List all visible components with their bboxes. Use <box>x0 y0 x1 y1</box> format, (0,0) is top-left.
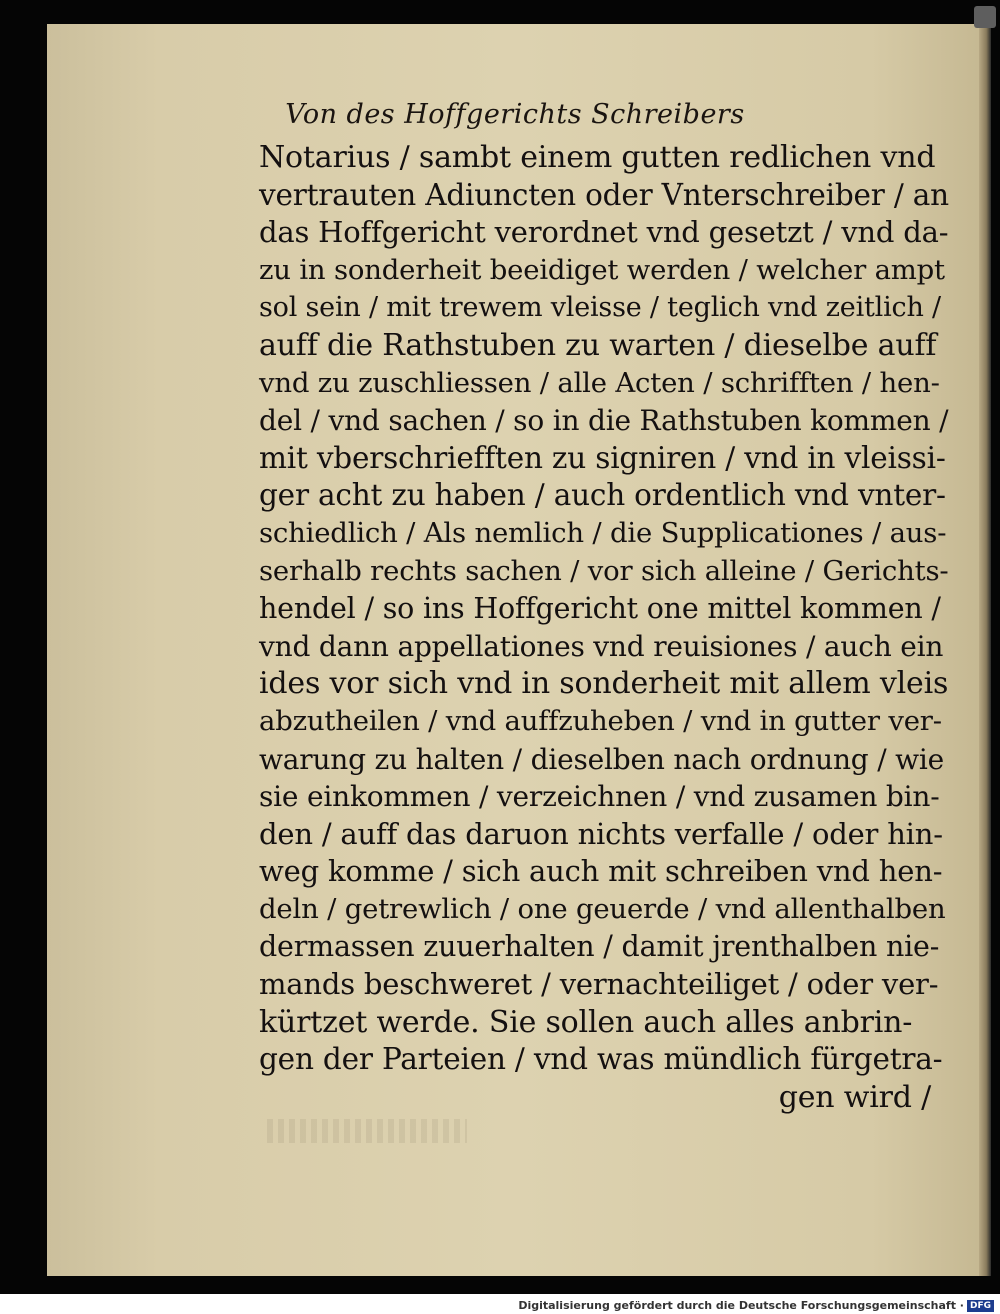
dfg-logo-icon: DFG <box>967 1300 994 1312</box>
text-line: kürtzet werde. Sie sollen auch alles anbrin- <box>259 1004 913 1040</box>
text-line: sie einkommen / verzeichnen / vnd zusamen bin- <box>259 780 940 814</box>
text-line: weg komme / sich auch mit schreiben vnd hen- <box>259 854 943 889</box>
text-line: hendel / so ins Hoffgericht one mittel kommen / <box>259 592 941 626</box>
running-head: Von des Hoffgerichts Schreibers <box>285 99 745 130</box>
text-line: Notarius / sambt einem gutten redlichen vnd <box>259 140 936 175</box>
text-line: vnd zu zuschliessen / alle Acten / schrifften / hen- <box>259 366 940 399</box>
text-line: ides vor sich vnd in sonderheit mit allem vleis <box>259 666 949 702</box>
text-line: deln / getrewlich / one geuerde / vnd allenthalben <box>259 892 946 925</box>
book-page <box>47 24 983 1276</box>
show-through <box>267 1119 467 1143</box>
text-line: abzutheilen / vnd auffzuheben / vnd in gutter ver- <box>259 704 942 737</box>
text-line: auff die Rathstuben zu warten / dieselbe auff <box>259 327 937 363</box>
text-line: das Hoffgericht verordnet vnd gesetzt / vnd da- <box>259 215 949 250</box>
footer-text: Digitalisierung gefördert durch die Deutsche Forschungsgemeinschaft · <box>518 1299 964 1312</box>
text-line: warung zu halten / dieselben nach ordnung / wie <box>259 742 945 776</box>
body-text <box>259 139 949 1116</box>
text-line: del / vnd sachen / so in die Rathstuben kommen / <box>259 404 949 438</box>
footer <box>518 1299 994 1312</box>
text-line: mands beschweret / vernachteiliget / oder ver- <box>259 967 939 1002</box>
text-line: sol sein / mit trewem vleisse / teglich vnd zeitlich / <box>259 292 941 324</box>
text-line: mit vberschriefften zu signiren / vnd in vleissi- <box>259 440 946 475</box>
text-line: zu in sonderheit beeidiget werden / welcher ampt <box>259 253 945 286</box>
catchword: gen wird / <box>778 1079 931 1115</box>
text-line: gen der Parteien / vnd was mündlich fürgetra- <box>259 1042 943 1077</box>
text-line: serhalb rechts sachen / vor sich alleine / Gerichts- <box>259 554 949 587</box>
text-line: dermassen zuuerhalten / damit jrenthalben nie- <box>259 930 940 964</box>
text-line: vnd dann appellationes vnd reuisiones / auch ein <box>259 629 944 663</box>
text-line: den / auff das daruon nichts verfalle / oder hin- <box>259 816 943 851</box>
text-line: schiedlich / Als nemlich / die Supplicationes / aus- <box>259 516 947 549</box>
corner-mark <box>974 6 996 28</box>
page-edge <box>979 24 991 1276</box>
text-line: ger acht zu haben / auch ordentlich vnd vnter- <box>259 478 946 513</box>
text-line: vertrauten Adiuncten oder Vnterschreiber / an <box>259 177 949 212</box>
